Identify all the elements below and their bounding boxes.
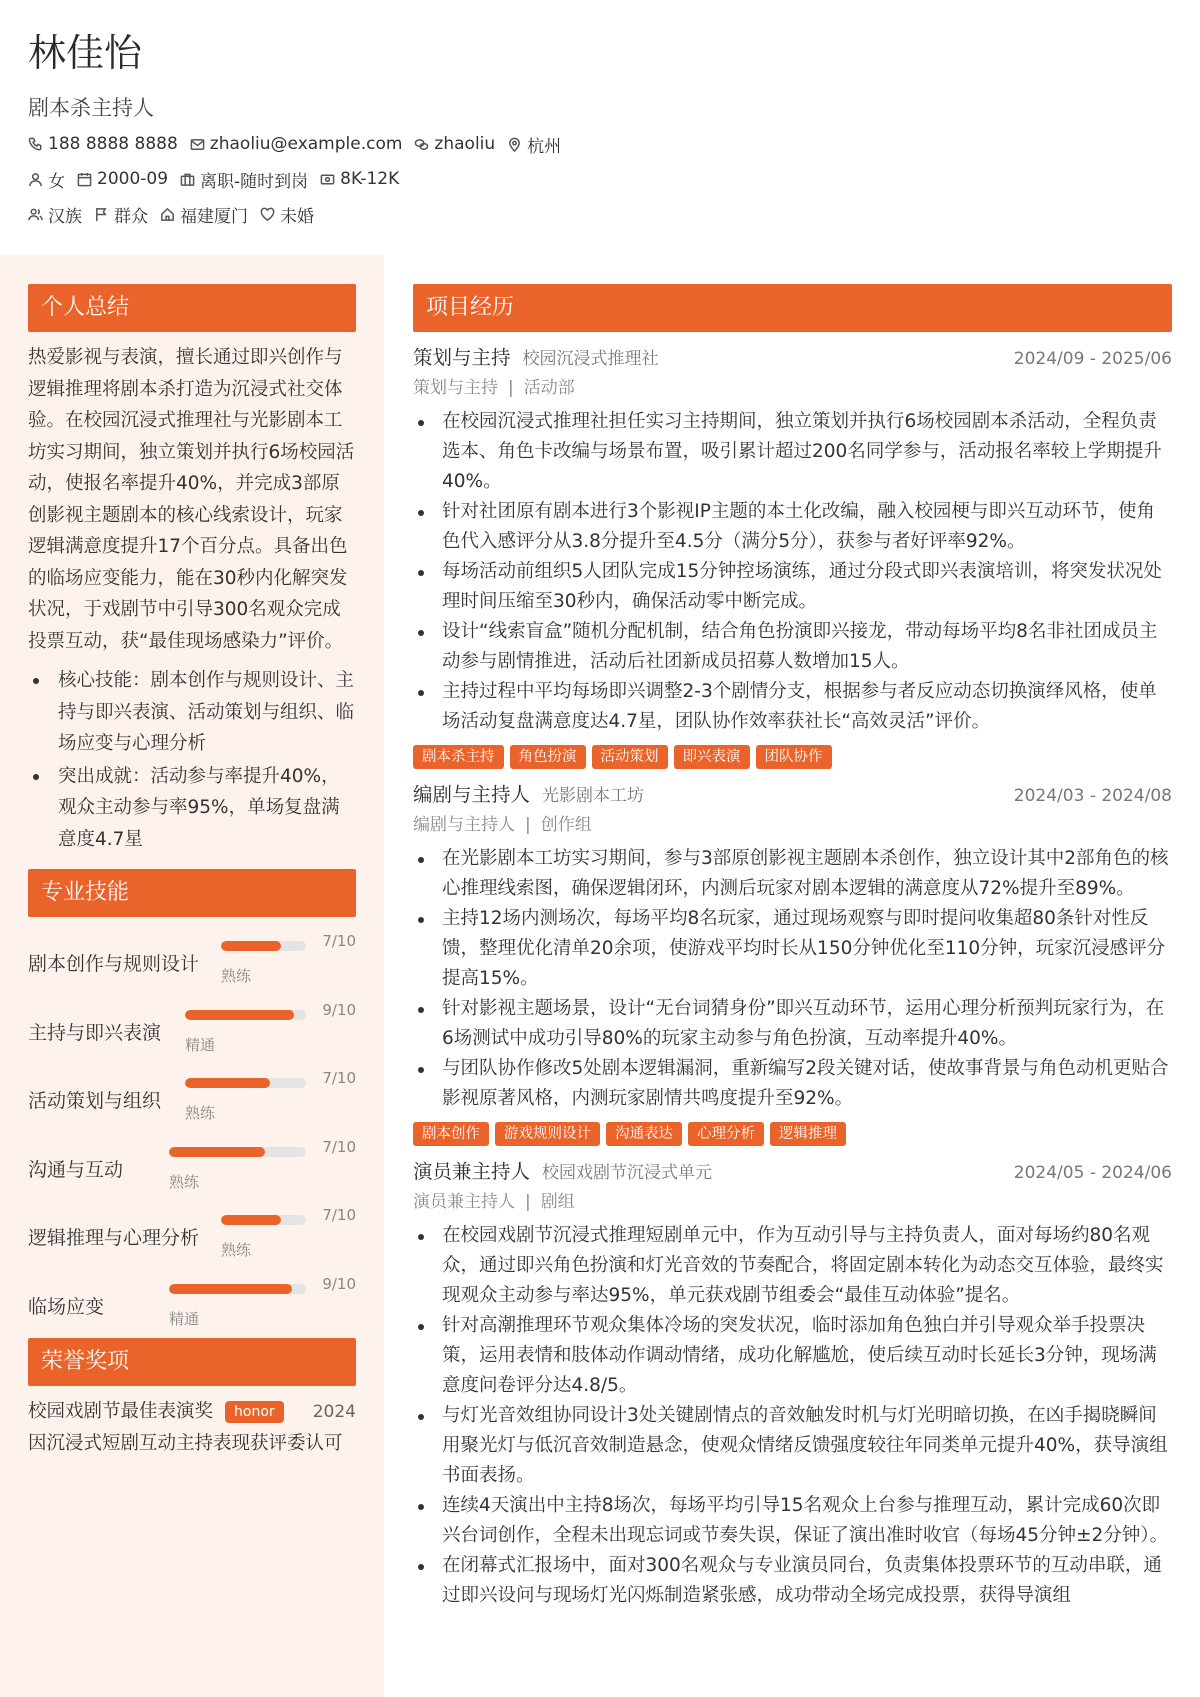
project-organization: 校园沉浸式推理社 bbox=[522, 349, 659, 369]
summary-bullet-skills: 核心技能：剧本创作与规则设计、主持与即兴表演、活动策划与组织、临场应变与心理分析 bbox=[28, 665, 356, 760]
hometown-item bbox=[160, 202, 248, 227]
skill-level: 精通 bbox=[185, 1035, 216, 1054]
summary-list bbox=[28, 665, 356, 855]
project-bullet: 主持过程中平均每场即兴调整2-3个剧情分支，根据参与者反应动态切换演绎风格，使单场活动复盘满意度达4.7星，团队协作效率获社长“高效灵活”评价。 bbox=[413, 677, 1172, 737]
project-bullet: 连续4天演出中主持8场次，每场平均引导15名观众上台参与推理互动，累计完成60次即兴台词创作，全程未出现忘词或节奏失误，保证了演出准时收官（每场45分钟±2分钟）。 bbox=[413, 1491, 1172, 1551]
skill-tag: 沟通表达 bbox=[606, 1122, 682, 1146]
skill-progress-fill bbox=[185, 1010, 294, 1020]
summary-heading: 个人总结 bbox=[28, 284, 356, 332]
birth-item bbox=[77, 169, 168, 189]
location-item bbox=[507, 132, 561, 157]
skill-score: 9/10 bbox=[322, 1000, 356, 1019]
skill-item bbox=[28, 927, 356, 996]
marital-item bbox=[260, 202, 314, 227]
project-tags bbox=[413, 745, 1172, 769]
wechat-icon bbox=[414, 137, 429, 152]
skill-item bbox=[28, 1201, 356, 1270]
skill-progress-bar bbox=[185, 1078, 306, 1088]
project-role: 演员兼主持人 bbox=[413, 1160, 531, 1183]
skill-level: 熟练 bbox=[185, 1104, 216, 1122]
right-column bbox=[413, 284, 1172, 1611]
skill-tag: 即兴表演 bbox=[674, 745, 750, 769]
honors-heading: 荣誉奖项 bbox=[28, 1338, 356, 1386]
skill-item bbox=[28, 996, 356, 1065]
skill-level: 熟练 bbox=[221, 967, 252, 985]
project-sub-role: 策划与主持 bbox=[413, 378, 498, 398]
project-bullets bbox=[413, 1221, 1172, 1611]
status-item bbox=[180, 167, 308, 192]
home-icon bbox=[160, 207, 175, 222]
project-item bbox=[413, 1158, 1172, 1611]
skill-item bbox=[28, 1133, 356, 1202]
honor-item bbox=[28, 1398, 356, 1426]
projects-heading: 项目经历 bbox=[413, 284, 1172, 332]
skills-list bbox=[28, 927, 356, 1338]
project-department: 创作组 bbox=[540, 815, 592, 835]
ethnicity-text: 汉族 bbox=[48, 206, 82, 227]
project-bullet: 针对影视主题场景，设计“无台词猜身份”即兴互动环节，运用心理分析预判玩家行为，在6场测试中成功引导80%的玩家主动参与角色扮演，互动率提升40%。 bbox=[413, 994, 1172, 1054]
project-subtitle bbox=[413, 375, 1172, 401]
project-organization: 光影剧本工坊 bbox=[542, 786, 645, 806]
project-subtitle bbox=[413, 1189, 1172, 1215]
personal-row bbox=[28, 166, 1168, 192]
project-subtitle bbox=[413, 812, 1172, 838]
heart-icon bbox=[260, 207, 275, 222]
skill-score: 7/10 bbox=[322, 932, 356, 950]
skill-tag: 心理分析 bbox=[688, 1122, 764, 1146]
salary-text: 8K-12K bbox=[340, 169, 400, 189]
project-bullet: 在闭幕式汇报场中，面对300名观众与专业演员同台，负责集体投票环节的互动串联，通过即兴设问与现场灯光闪烁制造紧张感，成功带动全场完成投票，获得导演组 bbox=[413, 1551, 1172, 1611]
gender-item bbox=[28, 167, 65, 192]
background-row bbox=[28, 201, 1168, 227]
skill-tag: 游戏规则设计 bbox=[495, 1122, 600, 1146]
skill-progress-fill bbox=[169, 1147, 265, 1157]
project-item bbox=[413, 344, 1172, 769]
job-title: 剧本杀主持人 bbox=[28, 96, 154, 120]
gender-text: 女 bbox=[48, 171, 65, 192]
honor-name: 校园戏剧节最佳表演奖 bbox=[28, 1401, 214, 1422]
project-department: 活动部 bbox=[523, 378, 575, 398]
projects-list bbox=[413, 344, 1172, 1611]
project-bullet: 每场活动前组织5人团队完成15分钟控场演练，通过分段式即兴表演培训，将突发状况处理时间压缩至30秒内，确保活动零中断完成。 bbox=[413, 557, 1172, 617]
honor-year: 2024 bbox=[312, 1402, 356, 1422]
skill-score: 7/10 bbox=[322, 1069, 356, 1087]
contact-row bbox=[28, 131, 1168, 157]
skill-score: 9/10 bbox=[322, 1274, 356, 1293]
project-bullet: 与团队协作修改5处剧本逻辑漏洞，重新编写2段关键对话，使故事背景与角色动机更贴合影视原著风格，内测玩家剧情共鸣度提升至92%。 bbox=[413, 1054, 1172, 1114]
project-bullet: 在校园沉浸式推理社担任实习主持期间，独立策划并执行6场校园剧本杀活动，全程负责选本、角色卡改编与场景布置，吸引累计超过200名同学参与，活动报名率较上学期提升40%。 bbox=[413, 407, 1172, 497]
salary-item bbox=[320, 169, 399, 189]
project-tags bbox=[413, 1122, 1172, 1146]
skill-name: 逻辑推理与心理分析 bbox=[28, 1227, 200, 1249]
politics-text: 群众 bbox=[114, 206, 148, 227]
birth-text: 2000-09 bbox=[97, 169, 169, 189]
skill-item bbox=[28, 1064, 356, 1133]
skill-name: 临场应变 bbox=[28, 1295, 105, 1318]
project-separator: | bbox=[525, 815, 531, 835]
project-bullets bbox=[413, 407, 1172, 737]
project-date: 2024/03 - 2024/08 bbox=[1013, 786, 1172, 806]
project-sub-role: 演员兼主持人 bbox=[413, 1192, 515, 1212]
wechat-item bbox=[414, 134, 495, 154]
skill-progress-bar bbox=[221, 1215, 306, 1225]
project-header bbox=[413, 1158, 1172, 1187]
project-header bbox=[413, 344, 1172, 373]
flag-icon bbox=[94, 207, 109, 222]
skill-tag: 剧本杀主持 bbox=[413, 745, 504, 769]
phone-icon bbox=[28, 137, 43, 152]
skill-progress-bar bbox=[221, 941, 306, 951]
phone-text: 188 8888 8888 bbox=[48, 134, 178, 154]
project-bullet: 主持12场内测场次，每场平均8名玩家，通过现场观察与即时提问收集超80条针对性反馈，整理优化清单20余项，使游戏平均时长从150分钟优化至110分钟，玩家沉浸感评分提高15%。 bbox=[413, 904, 1172, 994]
mail-icon bbox=[190, 137, 205, 152]
project-sub-role: 编剧与主持人 bbox=[413, 815, 515, 835]
resume-header bbox=[28, 26, 1168, 227]
skill-item bbox=[28, 1270, 356, 1339]
project-date: 2024/09 - 2025/06 bbox=[1013, 349, 1172, 369]
briefcase-icon bbox=[180, 172, 195, 187]
project-role: 策划与主持 bbox=[413, 346, 511, 369]
candidate-name: 林佳怡 bbox=[28, 31, 143, 75]
location-text: 杭州 bbox=[527, 136, 562, 157]
project-bullet: 在校园戏剧节沉浸式推理短剧单元中，作为互动引导与主持负责人，面对每场约80名观众，通过即兴角色扮演和灯光音效的节奏配合，将固定剧本转化为动态交互体验，最终实现观众主动参与率达95%，单元获戏剧节组委会“最佳互动体验”提名。 bbox=[413, 1221, 1172, 1311]
people-icon bbox=[28, 207, 43, 222]
skill-progress-bar bbox=[169, 1147, 306, 1157]
honor-badge: honor bbox=[225, 1401, 284, 1423]
summary-text: 热爱影视与表演，擅长通过即兴创作与逻辑推理将剧本杀打造为沉浸式社交体验。在校园沉浸式推理社与光影剧本工坊实习期间，独立策划并执行6场校园活动，使报名率提升40%，并完成3部原创影视主题剧本的核心线索设计，玩家逻辑满意度提升17个百分点。具备出色的临场应变能力，能在30秒内化解突发状况，于戏剧节中引导300名观众完成投票互动，获“最佳现场感染力”评价。 bbox=[28, 347, 355, 652]
project-separator: | bbox=[508, 378, 514, 398]
project-organization: 校园戏剧节沉浸式单元 bbox=[542, 1163, 713, 1183]
summary-bullet-achievements: 突出成就：活动参与率提升40%，观众主动参与率95%，单场复盘满意度4.7星 bbox=[28, 761, 356, 856]
skill-progress-fill bbox=[169, 1284, 292, 1294]
project-role: 编剧与主持人 bbox=[413, 783, 531, 806]
skill-name: 活动策划与组织 bbox=[28, 1090, 162, 1112]
skill-progress-fill bbox=[221, 1215, 281, 1225]
hometown-text: 福建厦门 bbox=[180, 206, 248, 227]
skill-tag: 剧本创作 bbox=[413, 1122, 489, 1146]
project-date: 2024/05 - 2024/06 bbox=[1013, 1163, 1172, 1183]
honor-description: 因沉浸式短剧互动主持表现获评委认可 bbox=[28, 1433, 343, 1454]
skill-score: 7/10 bbox=[322, 1137, 356, 1156]
email-text: zhaoliu@example.com bbox=[209, 134, 403, 154]
wechat-text: zhaoliu bbox=[434, 134, 496, 154]
project-bullets bbox=[413, 844, 1172, 1114]
project-item bbox=[413, 781, 1172, 1146]
skill-level: 精通 bbox=[169, 1309, 200, 1328]
skill-progress-fill bbox=[221, 941, 281, 951]
politics-item bbox=[94, 202, 148, 227]
project-bullet: 针对高潮推理环节观众集体冷场的突发状况，临时添加角色独白并引导观众举手投票决策，运用表情和肢体动作调动情绪，成功化解尴尬，使后续互动时长延长3分钟，现场满意度问卷评分达4.8/5。 bbox=[413, 1311, 1172, 1401]
location-icon bbox=[507, 137, 522, 152]
skills-heading: 专业技能 bbox=[28, 869, 356, 917]
skill-score: 7/10 bbox=[322, 1206, 356, 1224]
project-bullet: 针对社团原有剧本进行3个影视IP主题的本土化改编，融入校园梗与即兴互动环节，使角色代入感评分从3.8分提升至4.5分（满分5分），获参与者好评率92%。 bbox=[413, 497, 1172, 557]
status-text: 离职-随时到岗 bbox=[200, 171, 309, 192]
marital-text: 未婚 bbox=[280, 206, 314, 227]
skill-name: 主持与即兴表演 bbox=[28, 1021, 162, 1044]
project-bullet: 与灯光音效组协同设计3处关键剧情点的音效触发时机与灯光明暗切换，在凶手揭晓瞬间用聚光灯与低沉音效制造悬念，使观众情绪反馈强度较往年同类单元提升40%，获导演组书面表扬。 bbox=[413, 1401, 1172, 1491]
project-department: 剧组 bbox=[540, 1192, 575, 1212]
project-bullet: 在光影剧本工坊实习期间，参与3部原创影视主题剧本杀创作，独立设计其中2部角色的核心推理线索图，确保逻辑闭环，内测后玩家对剧本逻辑的满意度从72%提升至89%。 bbox=[413, 844, 1172, 904]
skill-level: 熟练 bbox=[221, 1241, 252, 1259]
left-column bbox=[28, 284, 356, 1459]
phone-item bbox=[28, 134, 178, 154]
skill-progress-bar bbox=[169, 1284, 306, 1294]
project-header bbox=[413, 781, 1172, 810]
skill-tag: 角色扮演 bbox=[510, 745, 586, 769]
project-bullet: 设计“线索盲盒”随机分配机制，结合角色扮演即兴接龙，带动每场平均8名非社团成员主动参与剧情推进，活动后社团新成员招募人数增加15人。 bbox=[413, 617, 1172, 677]
calendar-icon bbox=[77, 172, 92, 187]
skill-tag: 活动策划 bbox=[592, 745, 668, 769]
money-icon bbox=[320, 172, 335, 187]
skill-name: 沟通与互动 bbox=[28, 1158, 124, 1181]
skill-level: 熟练 bbox=[169, 1172, 200, 1191]
email-item bbox=[190, 134, 403, 154]
skill-tag: 逻辑推理 bbox=[770, 1122, 846, 1146]
skill-progress-fill bbox=[185, 1078, 270, 1088]
skill-name: 剧本创作与规则设计 bbox=[28, 953, 200, 975]
skill-tag: 团队协作 bbox=[756, 745, 832, 769]
user-icon bbox=[28, 172, 43, 187]
skill-progress-bar bbox=[185, 1010, 306, 1020]
ethnicity-item bbox=[28, 202, 82, 227]
project-separator: | bbox=[525, 1192, 531, 1212]
